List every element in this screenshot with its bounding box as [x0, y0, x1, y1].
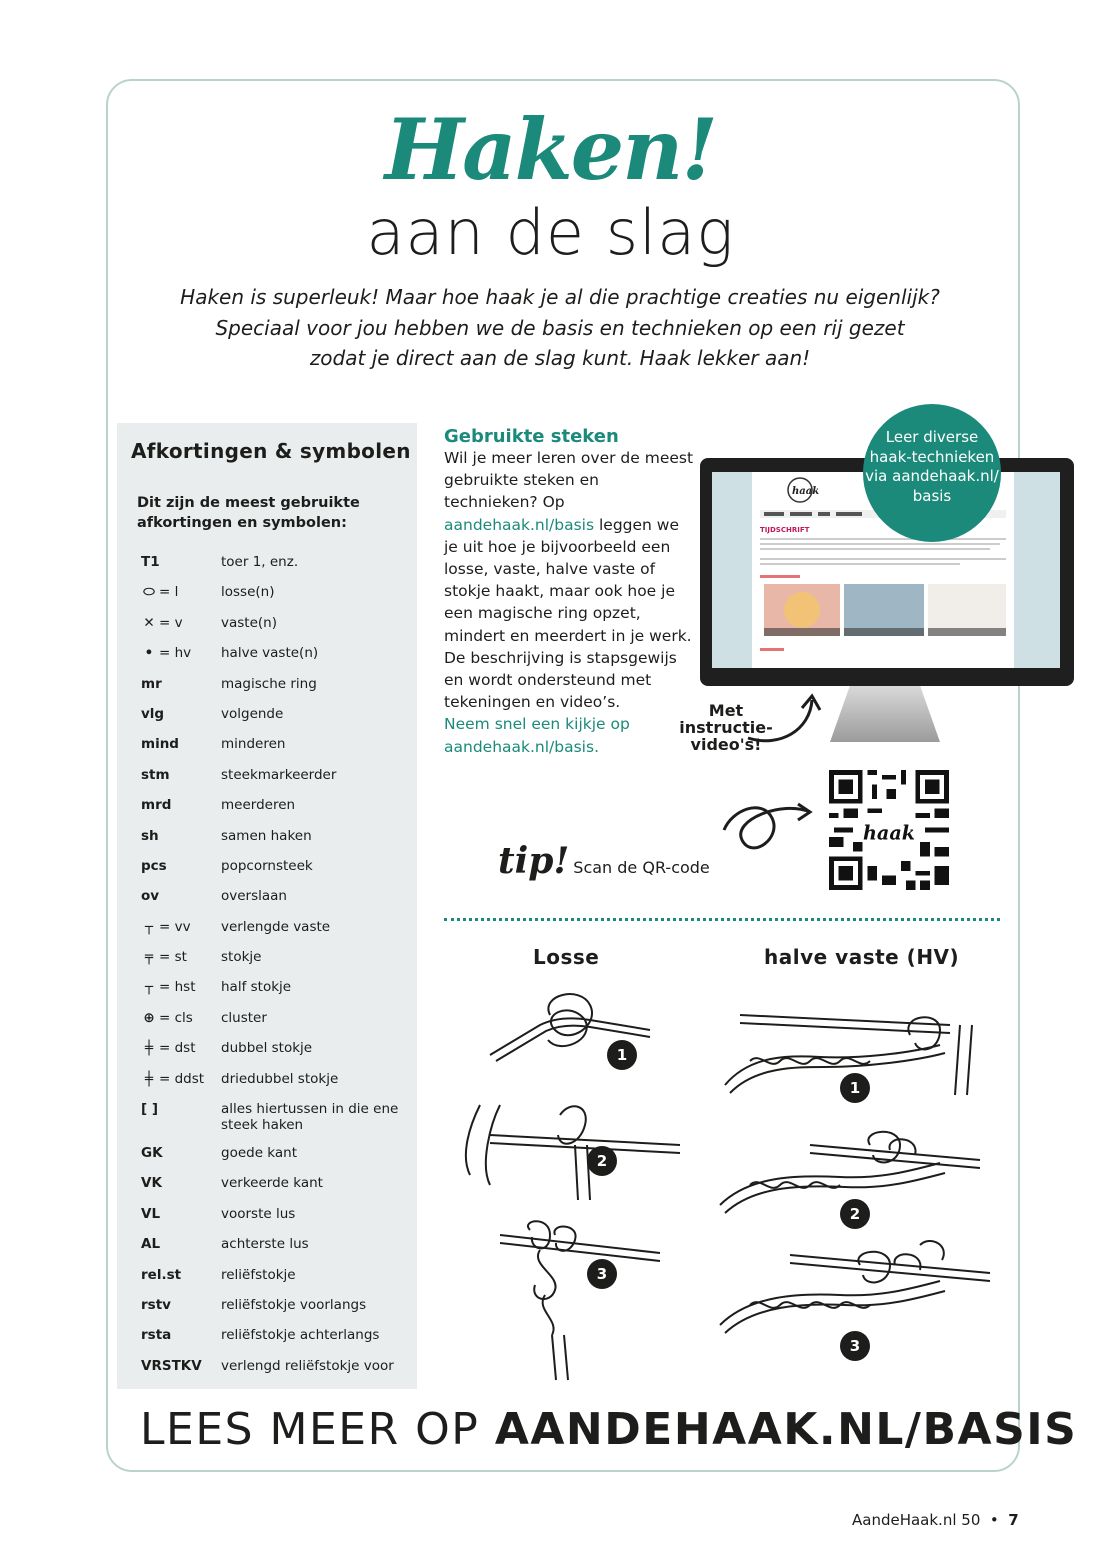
- abbreviation-value: toer 1, enz.: [221, 554, 299, 570]
- abbreviation-key: [141, 645, 219, 661]
- tip: [498, 840, 710, 882]
- abbreviation-row: [141, 1068, 411, 1098]
- abbreviation-key-text: VK: [141, 1175, 162, 1192]
- stitches-text: Wil je meer leren over de meest gebruikte steken en technieken? Op: [444, 449, 694, 512]
- abbreviation-row: [141, 703, 411, 733]
- abbreviation-key-text: GK: [141, 1145, 163, 1162]
- abbreviation-key: [141, 858, 219, 874]
- stitches-title: Gebruikte steken: [444, 426, 619, 447]
- abbreviation-value: volgende: [221, 705, 284, 722]
- abbreviation-row: [141, 855, 411, 885]
- abbreviation-key: [141, 767, 219, 783]
- stitches-body: [444, 447, 694, 758]
- abbreviation-value: reliëfstokje: [221, 1266, 296, 1283]
- abbreviation-key: [141, 1206, 219, 1222]
- abbreviation-row: [141, 733, 411, 763]
- abbreviation-key: [141, 919, 219, 935]
- abbreviation-value: halve vaste(n): [221, 645, 319, 662]
- stitch-symbol-icon: ┬: [144, 979, 154, 996]
- abbreviation-key: [141, 888, 219, 904]
- abbreviation-row: [141, 1324, 411, 1354]
- abbreviation-value: reliëfstokje voorlangs: [221, 1296, 367, 1313]
- abbreviation-value: reliëfstokje achterlangs: [221, 1327, 380, 1344]
- abbreviation-key: [141, 949, 219, 965]
- hv-step-3: 3: [849, 1337, 861, 1355]
- abbreviation-value: losse(n): [221, 584, 275, 601]
- abbreviation-row: [141, 1203, 411, 1233]
- divider: [444, 918, 1000, 921]
- abbreviation-value: samen haken: [221, 827, 312, 844]
- abbreviation-key-text: VL: [141, 1205, 161, 1222]
- abbreviation-key-text: = ddst: [159, 1070, 205, 1087]
- abbreviation-value: driedubbel stokje: [221, 1070, 339, 1087]
- abbreviation-key-text: = vv: [159, 918, 191, 935]
- abbreviation-value: popcornsteek: [221, 857, 313, 874]
- abbreviation-key-text: rel.st: [141, 1266, 182, 1283]
- abbreviation-key-text: vlg: [141, 705, 165, 722]
- losse-step-2: 2: [596, 1152, 608, 1170]
- stitch-symbol-icon: ╤: [144, 949, 154, 966]
- abbreviation-value: verkeerde kant: [221, 1175, 323, 1192]
- abbreviation-key: [141, 828, 219, 844]
- abbreviation-key: [141, 1071, 219, 1087]
- abbreviation-value: goede kant: [221, 1145, 298, 1162]
- abbreviation-key-text: rstv: [141, 1296, 171, 1313]
- abbreviation-row: [141, 581, 411, 611]
- abbreviation-row: [141, 1007, 411, 1037]
- abbreviation-value: verlengde vaste: [221, 918, 331, 935]
- stitch-symbol-icon: ✕: [143, 614, 155, 631]
- abbreviation-key: [141, 797, 219, 813]
- losse-illustration: [460, 985, 700, 1385]
- abbreviation-row: [141, 1355, 411, 1385]
- abbreviations-title: Afkortingen & symbolen: [131, 439, 411, 463]
- stitches-cta[interactable]: Neem snel een kijkje op aandehaak.nl/basis.: [444, 715, 630, 756]
- abbreviation-key-text: = dst: [159, 1040, 196, 1057]
- abbreviation-key-text: [ ]: [141, 1101, 159, 1118]
- svg-text:haak: haak: [792, 486, 820, 497]
- abbreviation-key-text: rsta: [141, 1327, 172, 1344]
- abbreviation-key-text: = v: [159, 614, 183, 631]
- abbreviation-key-text: = cls: [159, 1009, 193, 1026]
- abbreviation-key-text: T1: [141, 554, 160, 570]
- abbreviation-row: [141, 885, 411, 915]
- abbreviation-key: [141, 1040, 219, 1056]
- abbreviation-key: [141, 676, 219, 692]
- abbreviation-value: dubbel stokje: [221, 1040, 313, 1057]
- footer-cta-bold: AANDEHAAK.NL/BASIS: [494, 1404, 1078, 1455]
- abbreviation-key: [141, 554, 219, 570]
- abbreviation-value: vaste(n): [221, 614, 277, 631]
- abbreviation-key: [141, 1358, 219, 1374]
- abbreviation-value: half stokje: [221, 979, 292, 996]
- abbreviation-key-text: AL: [141, 1236, 161, 1253]
- page-number: 7: [1008, 1511, 1019, 1529]
- abbreviation-value: cluster: [221, 1009, 267, 1026]
- abbreviation-key-text: stm: [141, 766, 170, 783]
- abbreviation-row: [141, 1294, 411, 1324]
- qr-code-icon[interactable]: [828, 770, 950, 890]
- abbreviation-key-text: pcs: [141, 857, 167, 874]
- abbreviation-key-text: VRSTKV: [141, 1357, 202, 1374]
- page-title: Haken!: [384, 100, 717, 199]
- abbreviation-row: [141, 642, 411, 672]
- abbreviation-row: [141, 916, 411, 946]
- abbreviation-key: [141, 736, 219, 752]
- page-subtitle: aan de slag: [366, 196, 735, 269]
- abbreviation-value: alles hiertussen in die ene steek haken: [221, 1101, 399, 1134]
- halve-vaste-illustration: [710, 995, 1010, 1375]
- abbreviation-key-text: ov: [141, 888, 160, 905]
- abbreviation-key-text: sh: [141, 827, 159, 844]
- abbreviation-key-text: mrd: [141, 797, 172, 814]
- abbreviation-key-text: = l: [159, 584, 179, 601]
- stitch-symbol-icon: ⊕: [143, 1009, 155, 1026]
- abbreviation-row: [141, 612, 411, 642]
- intro-line: Haken is superleuk! Maar hoe haak je al die prachtige creaties nu eigenlijk?: [180, 285, 940, 309]
- learn-badge: Leer diverse haak-technieken via aandehaak.nl/ basis: [863, 404, 1001, 542]
- intro-text: [150, 282, 970, 374]
- footer-cta[interactable]: [140, 1404, 1077, 1455]
- abbreviation-key-text: = hv: [159, 645, 192, 662]
- halve-vaste-title: halve vaste (HV): [764, 945, 960, 969]
- abbreviation-value: magische ring: [221, 675, 317, 692]
- intro-line: zodat je direct aan de slag kunt. Haak lekker aan!: [309, 346, 811, 370]
- curved-arrow-icon: [740, 690, 830, 750]
- abbreviation-key: [141, 1010, 219, 1026]
- abbreviation-row: [141, 551, 411, 581]
- page-footer: [852, 1511, 1019, 1529]
- abbreviation-key-text: mind: [141, 736, 179, 753]
- abbreviation-key: [141, 1145, 219, 1161]
- abbreviation-key-text: = st: [159, 949, 187, 966]
- abbreviation-value: achterste lus: [221, 1236, 309, 1253]
- monitor-label: TIJDSCHRIFT: [760, 526, 810, 534]
- stitch-symbol-icon: ╪: [144, 1070, 154, 1087]
- abbreviation-key: [141, 584, 219, 600]
- issue-label: AandeHaak.nl 50: [852, 1511, 981, 1529]
- abbreviation-value: stokje: [221, 949, 262, 966]
- losse-title: Losse: [533, 945, 600, 969]
- loop-arrow-icon: [712, 790, 822, 870]
- abbreviation-key: [141, 979, 219, 995]
- tip-word: tip!: [498, 840, 570, 882]
- stitch-symbol-icon: •: [144, 645, 154, 662]
- video-callout: Met instructie-video's!: [679, 701, 773, 754]
- abbreviation-value: voorste lus: [221, 1205, 296, 1222]
- stitch-symbol-icon: ⬭: [143, 584, 155, 601]
- abbreviation-key: [141, 1327, 219, 1343]
- abbreviation-key: [141, 1101, 219, 1117]
- abbreviation-key: [141, 706, 219, 722]
- abbreviation-value: meerderen: [221, 797, 296, 814]
- abbreviation-value: steekmarkeerder: [221, 766, 337, 783]
- abbreviation-row: [141, 1264, 411, 1294]
- abbreviation-value: minderen: [221, 736, 286, 753]
- abbreviation-key: [141, 615, 219, 631]
- abbreviation-key-text: mr: [141, 675, 162, 692]
- abbreviation-row: [141, 764, 411, 794]
- hv-step-2: 2: [849, 1205, 861, 1223]
- stitches-section: [444, 426, 694, 758]
- abbreviation-value: overslaan: [221, 888, 287, 905]
- hv-step-1: 1: [849, 1079, 861, 1097]
- intro-line: Speciaal voor jou hebben we de basis en technieken op een rij gezet: [215, 315, 905, 340]
- abbreviations-list: [141, 551, 411, 1385]
- abbreviation-row: [141, 1098, 411, 1142]
- basis-link[interactable]: aandehaak.nl/basis: [444, 515, 595, 534]
- losse-step-1: 1: [616, 1046, 628, 1064]
- abbreviation-row: [141, 825, 411, 855]
- stitch-symbol-icon: ╪: [144, 1040, 154, 1057]
- abbreviation-row: [141, 794, 411, 824]
- abbreviation-row: [141, 1233, 411, 1263]
- abbreviation-key: [141, 1297, 219, 1313]
- abbreviation-key-text: = hst: [159, 979, 196, 996]
- abbreviations-intro: Dit zijn de meest gebruikte afkortingen en symbolen:: [137, 495, 360, 531]
- tip-text: Scan de QR-code: [573, 858, 710, 877]
- abbreviation-row: [141, 1037, 411, 1067]
- abbreviation-key: [141, 1175, 219, 1191]
- svg-text:haak: haak: [862, 821, 916, 845]
- bullet-icon: •: [985, 1511, 1009, 1529]
- abbreviation-row: [141, 673, 411, 703]
- footer-cta-light: LEES MEER OP: [140, 1404, 495, 1455]
- abbreviation-value: verlengd reliëfstokje voor: [221, 1357, 394, 1374]
- stitch-symbol-icon: ┬: [144, 918, 154, 935]
- abbreviation-key: [141, 1236, 219, 1252]
- abbreviation-row: [141, 946, 411, 976]
- abbreviation-row: [141, 1172, 411, 1202]
- abbreviation-key: [141, 1267, 219, 1283]
- abbreviation-row: [141, 1142, 411, 1172]
- losse-step-3: 3: [596, 1265, 608, 1283]
- abbreviation-row: [141, 976, 411, 1006]
- abbreviations-panel: [117, 423, 417, 1389]
- step-badge-icon: [587, 1040, 637, 1289]
- stitches-text-2: leggen we je uit hoe je bijvoorbeeld een losse, vaste, halve vaste of stokje haakt, maar ook hoe je een magische ring opzet, mindert en meerdert in je werk. De beschrijving is stapsgewijs en wordt ondersteund met tekeningen en video’s.: [444, 515, 692, 712]
